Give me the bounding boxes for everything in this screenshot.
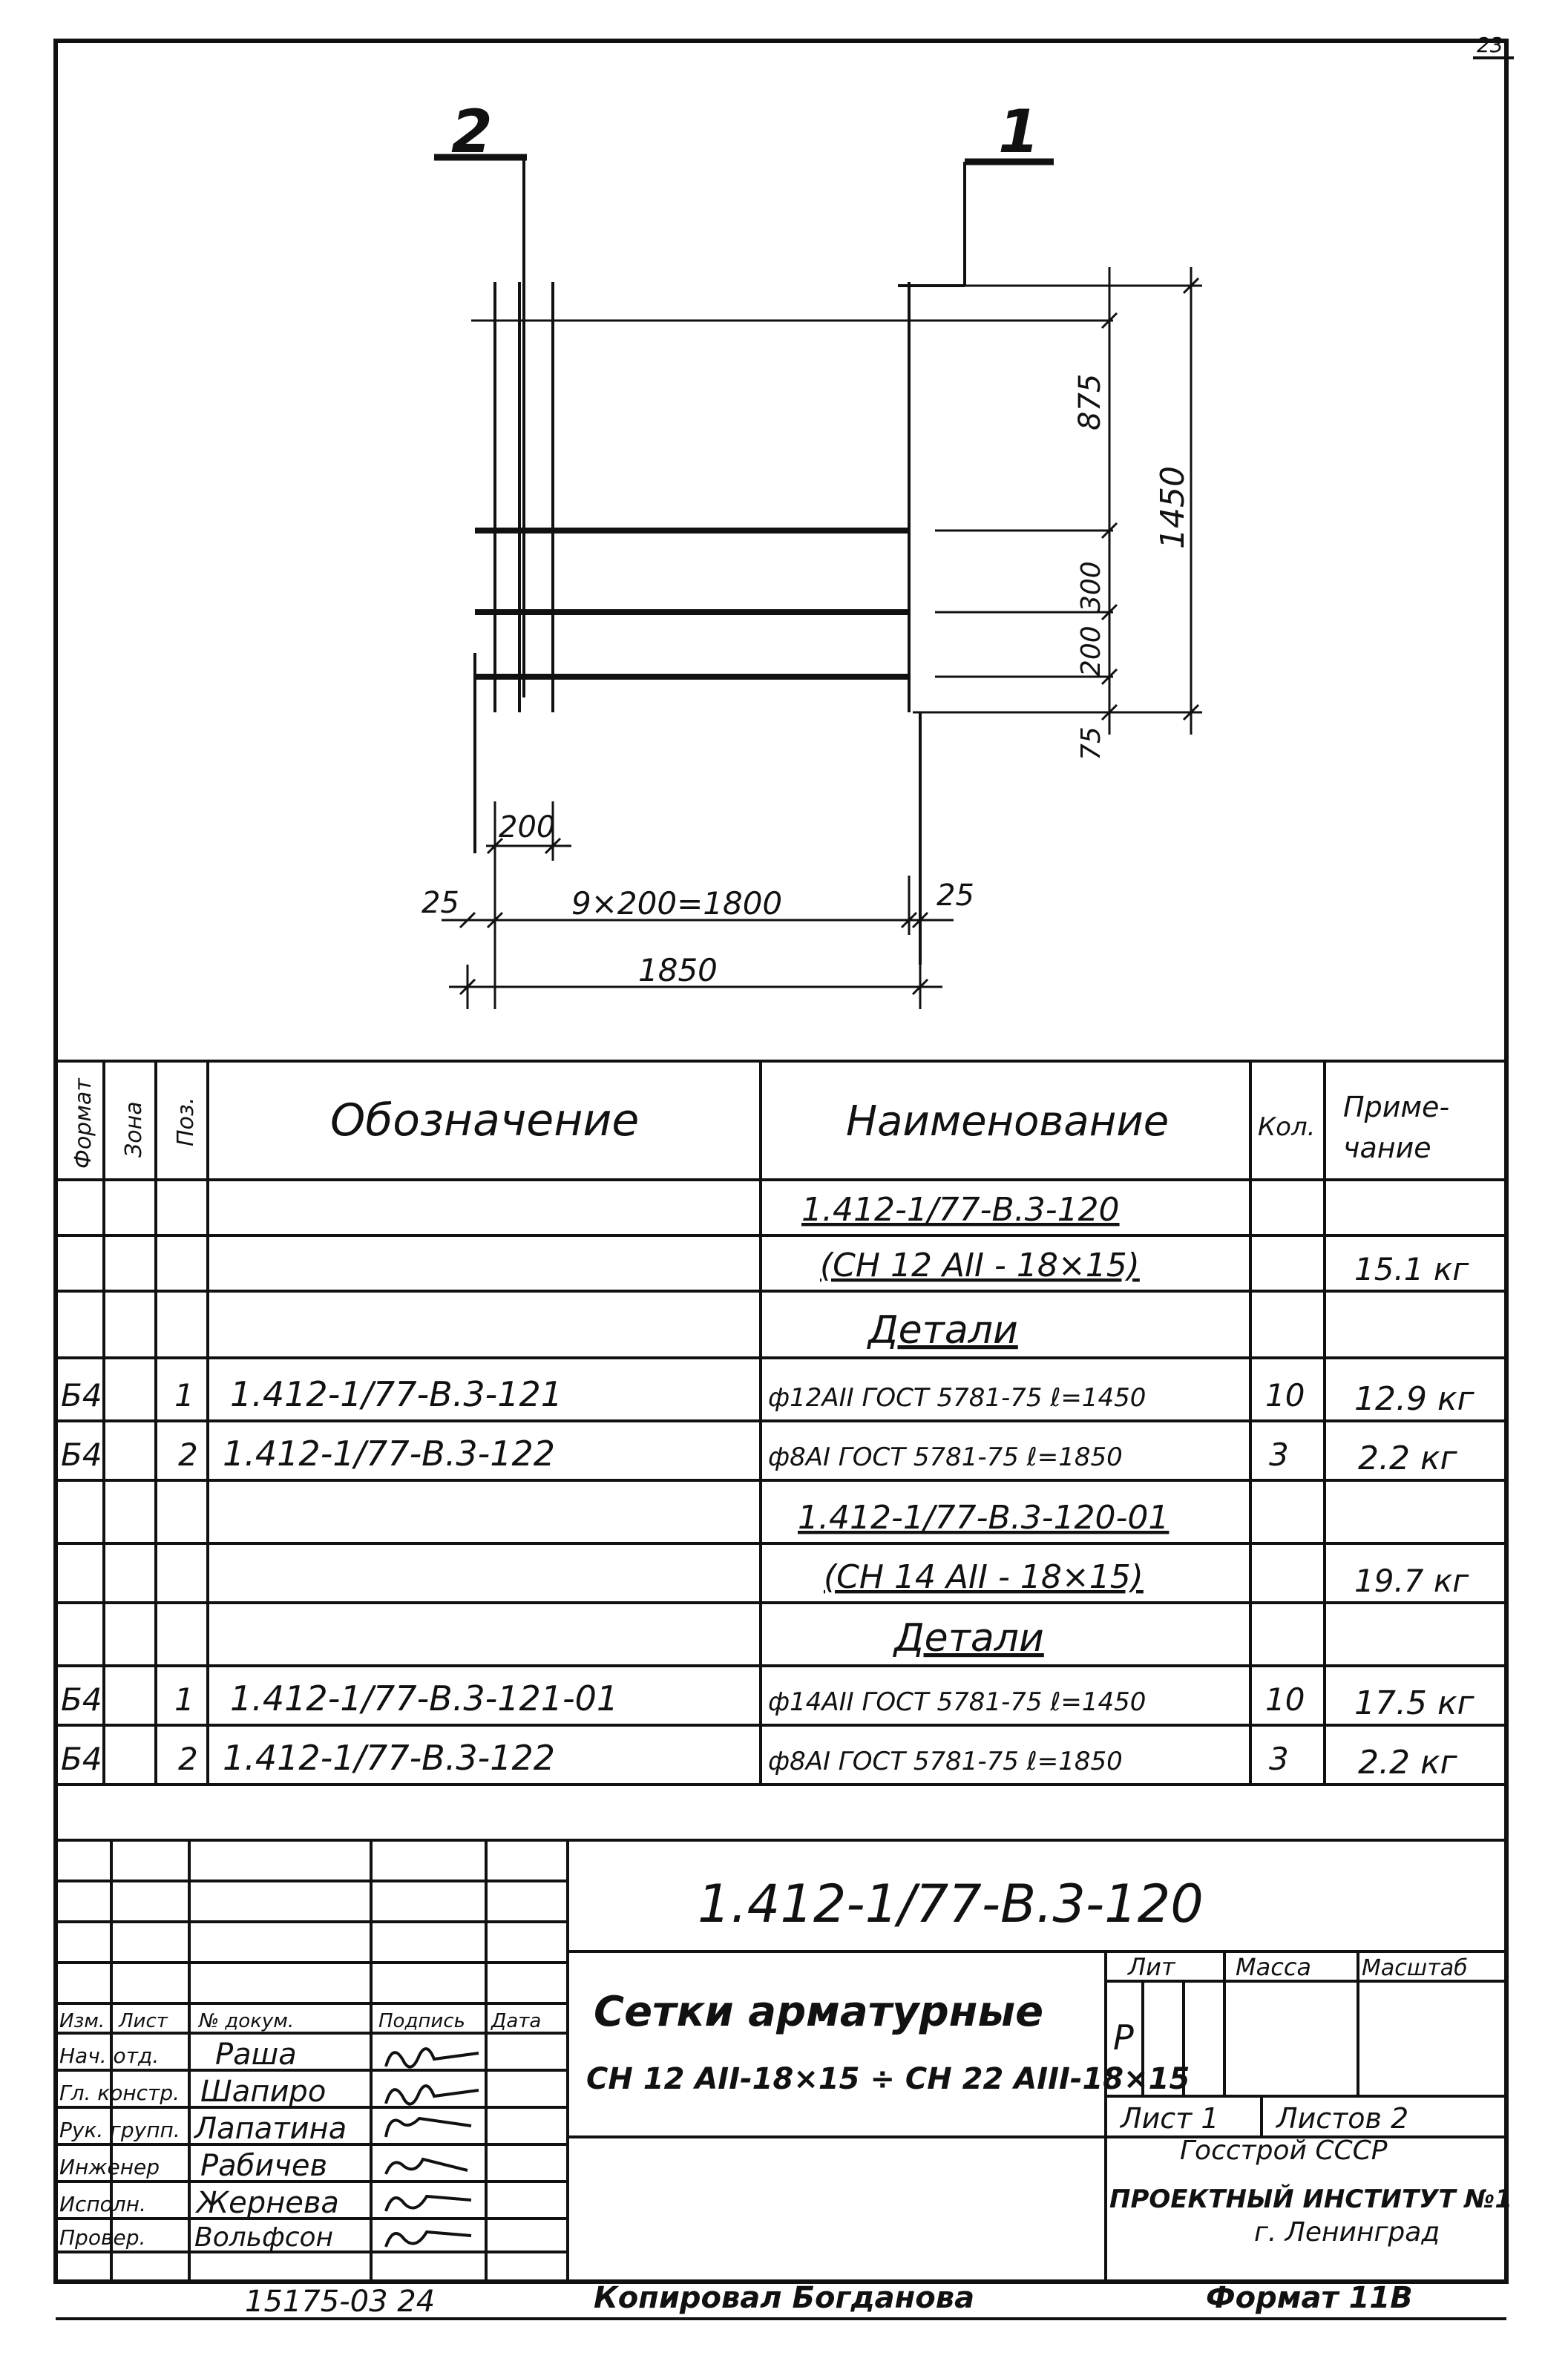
mass-label: Масса bbox=[1236, 1953, 1312, 1981]
inventory-number: 15175-03 24 bbox=[245, 2285, 436, 2319]
table-row-note: 2.2 кг bbox=[1358, 1744, 1457, 1782]
sig-role: Нач. отд. bbox=[59, 2043, 160, 2068]
mesh-drawing bbox=[421, 97, 1202, 1009]
table-row-name: (СН 14 АII - 18×15) bbox=[824, 1558, 1144, 1596]
sig-name: Жернева bbox=[197, 2186, 339, 2220]
table-row-name: ф8АI ГОСТ 5781-75 ℓ=1850 bbox=[768, 1442, 1123, 1472]
table-row-pos: 1 bbox=[174, 1377, 194, 1414]
table-row-pos: 2 bbox=[178, 1437, 198, 1473]
table-row-name: (СН 12 АII - 18×15) bbox=[820, 1247, 1140, 1284]
table-row-name: ф12АII ГОСТ 5781-75 ℓ=1450 bbox=[768, 1383, 1147, 1413]
dim-200-horizontal: 200 bbox=[499, 810, 556, 844]
doc-code: 1.412-1/77-В.3-120 bbox=[698, 1874, 1204, 1934]
sig-name: Вольфсон bbox=[194, 2222, 334, 2253]
header-format: Формат bbox=[70, 1078, 96, 1169]
dim-75: 75 bbox=[1076, 726, 1106, 761]
table-row-name: Детали bbox=[894, 1616, 1044, 1661]
sig-role: Инженер bbox=[59, 2155, 160, 2179]
sig-header-izm: Изм. bbox=[59, 2010, 105, 2032]
sig-header-doc: № докум. bbox=[199, 2010, 295, 2032]
title-line2: СН 12 АII-18×15 ÷ СН 22 АIII-18×15 bbox=[586, 2062, 1190, 2096]
table-row-qty: 10 bbox=[1265, 1377, 1305, 1414]
table-row-name: ф8АI ГОСТ 5781-75 ℓ=1850 bbox=[768, 1747, 1123, 1776]
page-number: 23 bbox=[1477, 33, 1503, 57]
sig-role: Рук. групп. bbox=[59, 2118, 180, 2142]
sheets-label: Листов 2 bbox=[1276, 2102, 1409, 2135]
table-row-format: Б4 bbox=[61, 1741, 102, 1777]
sig-header-list: Лист bbox=[119, 2010, 168, 2032]
dim-span: 9×200=1800 bbox=[571, 885, 783, 922]
header-qty: Кол. bbox=[1258, 1112, 1316, 1142]
sig-name: Лапатина bbox=[194, 2112, 347, 2146]
dim-200-vertical: 200 bbox=[1076, 626, 1106, 677]
dim-1450: 1450 bbox=[1154, 466, 1192, 549]
table-row-note: 15.1 кг bbox=[1354, 1251, 1469, 1287]
org-line3: г. Ленинград bbox=[1254, 2217, 1440, 2248]
table-row-qty: 10 bbox=[1265, 1681, 1305, 1718]
table-row-note: 19.7 кг bbox=[1354, 1563, 1469, 1599]
sig-role: Исполн. bbox=[59, 2192, 146, 2216]
copied-by: Копировал Богданова bbox=[594, 2281, 975, 2315]
table-row-designation: 1.412-1/77-В.3-121-01 bbox=[230, 1678, 619, 1718]
header-designation: Обозначение bbox=[330, 1094, 640, 1146]
table-row-designation: 1.412-1/77-В.3-121 bbox=[230, 1374, 563, 1414]
table-row-name: 1.412-1/77-В.3-120 bbox=[801, 1191, 1120, 1229]
table-row-name: 1.412-1/77-В.3-120-01 bbox=[798, 1499, 1170, 1537]
table-row-note: 12.9 кг bbox=[1354, 1380, 1474, 1418]
table-row-name: ф14АII ГОСТ 5781-75 ℓ=1450 bbox=[768, 1687, 1147, 1717]
scale-label: Масштаб bbox=[1362, 1955, 1468, 1981]
table-row-designation: 1.412-1/77-В.3-122 bbox=[223, 1434, 556, 1474]
dim-25-right: 25 bbox=[936, 879, 974, 913]
header-note-line1: Приме- bbox=[1343, 1091, 1450, 1123]
dim-875: 875 bbox=[1073, 373, 1107, 430]
header-name: Наименование bbox=[846, 1097, 1170, 1146]
table-row-pos: 1 bbox=[174, 1681, 194, 1718]
title-block bbox=[56, 1840, 1512, 2282]
table-row-qty: 3 bbox=[1269, 1437, 1289, 1473]
table-row-format: Б4 bbox=[61, 1437, 102, 1473]
table-row-note: 2.2 кг bbox=[1358, 1439, 1457, 1477]
table-row-format: Б4 bbox=[61, 1681, 102, 1718]
format-note: Формат 11В bbox=[1206, 2281, 1413, 2315]
header-note-line2: чание bbox=[1343, 1132, 1431, 1164]
sig-header-sign: Подпись bbox=[378, 2010, 465, 2032]
dim-total: 1850 bbox=[638, 952, 718, 988]
title-line1: Сетки арматурные bbox=[594, 1988, 1044, 2036]
sheet-frame bbox=[56, 41, 1506, 2282]
sig-name: Раша bbox=[215, 2038, 297, 2072]
handwritten-signatures bbox=[386, 2049, 479, 2247]
table-row-note: 17.5 кг bbox=[1354, 1684, 1474, 1722]
callout-1: 1 bbox=[998, 97, 1040, 166]
header-pos: Поз. bbox=[173, 1097, 199, 1146]
sig-role: Провер. bbox=[59, 2225, 146, 2250]
lit-label: Лит bbox=[1128, 1953, 1175, 1981]
dim-300: 300 bbox=[1076, 561, 1106, 612]
sig-header-date: Дата bbox=[491, 2010, 542, 2032]
org-line1: Госстрой СССР bbox=[1180, 2135, 1388, 2166]
org-line2: ПРОЕКТНЫЙ ИНСТИТУТ №1 bbox=[1109, 2184, 1512, 2214]
table-row-qty: 3 bbox=[1269, 1741, 1289, 1777]
table-row-name: Детали bbox=[868, 1308, 1018, 1353]
spec-table bbox=[56, 1061, 1506, 1785]
lit-value: Р bbox=[1113, 2018, 1134, 2058]
sheet-label: Лист 1 bbox=[1121, 2102, 1219, 2135]
header-zone: Зона bbox=[121, 1101, 147, 1158]
table-row-designation: 1.412-1/77-В.3-122 bbox=[223, 1738, 556, 1778]
table-row-format: Б4 bbox=[61, 1377, 102, 1414]
sig-name: Шапиро bbox=[200, 2075, 327, 2109]
sig-role: Гл. констр. bbox=[59, 2081, 180, 2105]
sig-name: Рабичев bbox=[200, 2149, 328, 2183]
callout-2: 2 bbox=[451, 97, 493, 166]
dim-25-left: 25 bbox=[421, 886, 459, 920]
table-row-pos: 2 bbox=[178, 1741, 198, 1777]
